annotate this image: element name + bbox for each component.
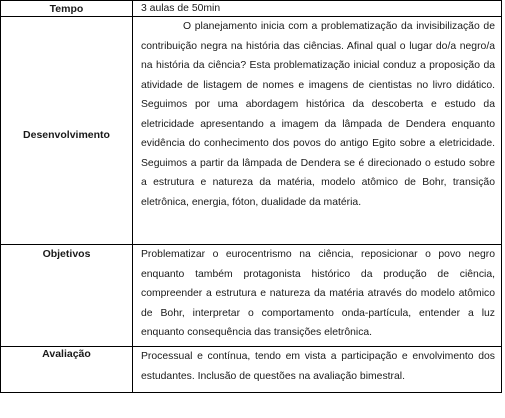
label-tempo-text: Tempo — [49, 3, 84, 15]
label-objetivos — [1, 245, 133, 347]
label-desenvolvimento — [1, 17, 133, 245]
text-avaliacao — [133, 347, 502, 393]
objetivos-paragraph: Problematizar o eurocentrismo na ciência, reposicionar o povo negro enquanto também protagonista histórico da produção de ciência, compreender a estrutura e natureza da matéria através do modelo atômico de Bohr, interpretar o comportamento onda-partícula, entender a luz enquanto consequência das transições eletrônica. — [141, 249, 495, 338]
label-avaliacao-text: Avaliação — [42, 348, 91, 360]
avaliacao-paragraph: Processual e contínua, tendo em vista a participação e envolvimento dos estudantes. Inclusão de questões na avaliação bimestral. — [141, 351, 495, 382]
row-tempo — [1, 1, 502, 17]
row-objetivos — [1, 245, 502, 347]
desenvolvimento-paragraph: O planejamento inicia com a problematização da invisibilização de contribuição negra na história das ciências. Afinal qual o lugar do/a negro/a na história da ciência? Esta problematização inicial conduz a proposição da atividade de listagem de nomes e imagens de cientistas no livro didático. Seguimos por uma abordagem histórica da descoberta e estudo da eletricidade apresentando a imagem da lâmpada de Dendera enquanto evidência do conhecimento dos povos do antigo Egito sobre a eletricidade. Seguimos a partir da lâmpada de Dendera se é direcionado o estudo sobre a estrutura e natureza da matéria, modelo atômico de Bohr, transição eletrônica, energia, fóton, dualidade da matéria. — [141, 21, 495, 208]
text-desenvolvimento — [133, 17, 502, 245]
text-objetivos — [133, 245, 502, 347]
row-desenvolvimento — [1, 17, 502, 245]
label-tempo — [1, 1, 133, 17]
row-avaliacao — [1, 347, 502, 393]
label-objetivos-text: Objetivos — [42, 248, 91, 260]
label-desenvolvimento-text: Desenvolvimento — [23, 129, 110, 141]
value-tempo — [133, 1, 502, 17]
tempo-value-text: 3 aulas de 50min — [141, 3, 221, 14]
label-avaliacao — [1, 347, 133, 393]
